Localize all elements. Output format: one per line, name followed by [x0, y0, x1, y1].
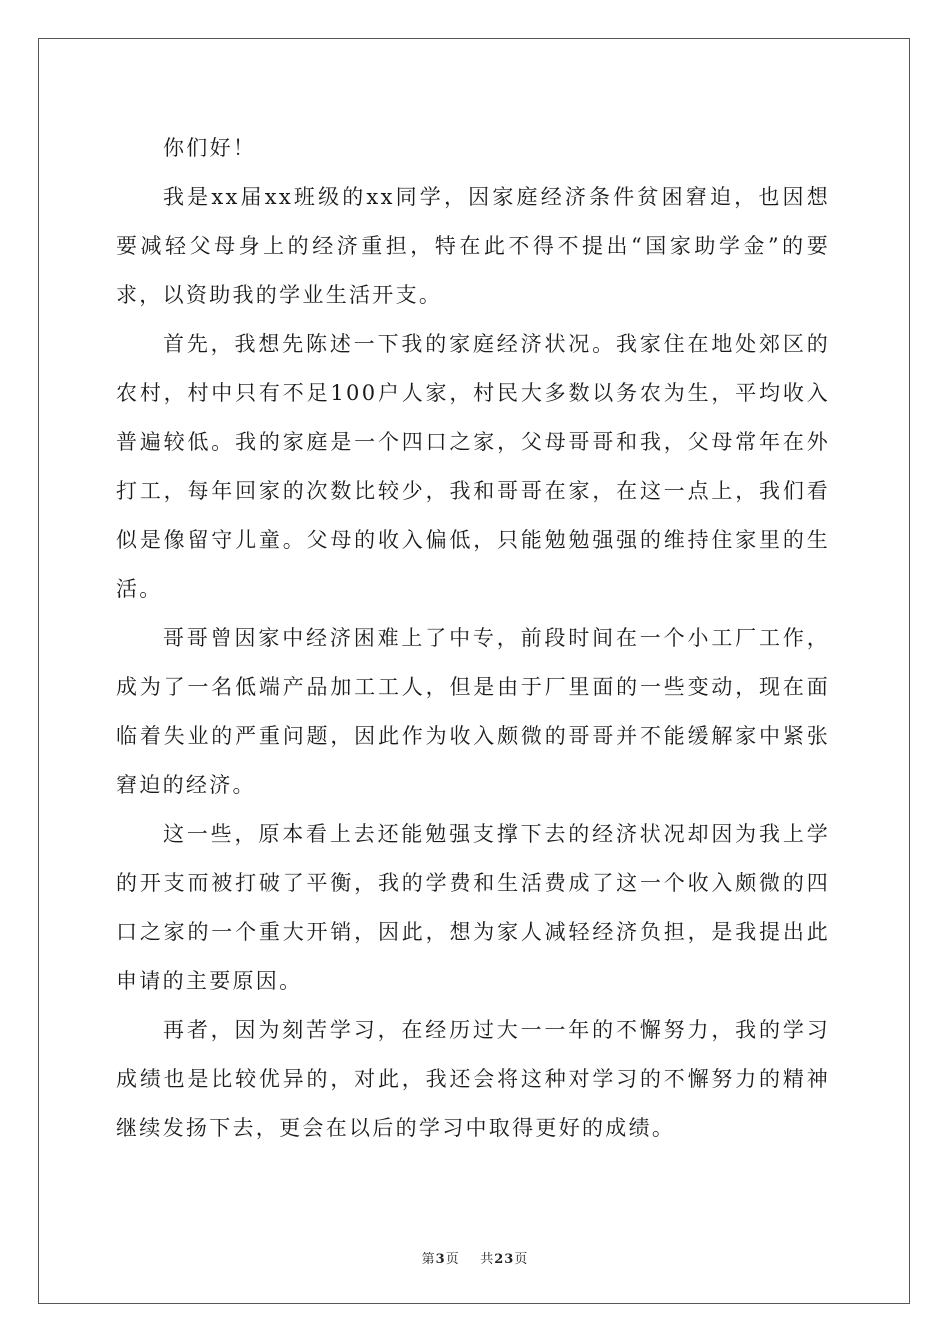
paragraph-greeting: 你们好！ — [163, 136, 257, 160]
total-prefix: 共 — [480, 1252, 495, 1267]
page-prefix: 第 — [421, 1252, 436, 1267]
total-pages: 23 — [494, 1252, 515, 1267]
paragraph-brother: 哥哥曾因家中经济困难上了中专，前段时间在一个小工厂工作，成为了一名低端产品加工工人，但是由于厂里面的一些变动，现在面临着失业的严重问题，因此作为收入颇微的哥哥并不能缓解家中紧张窘迫的经济。 — [116, 626, 830, 797]
document-body — [116, 124, 830, 1153]
paragraph-introduction: 我是xx届xx班级的xx同学，因家庭经济条件贫困窘迫，也因想要减轻父母身上的经济重担，特在此不得不提出“国家助学金”的要求，以资助我的学业生活开支。 — [116, 185, 830, 307]
paragraph-main-reason: 这一些，原本看上去还能勉强支撑下去的经济状况却因为我上学的开支而被打破了平衡，我的学费和生活费成了这一个收入颇微的四口之家的一个重大开销，因此，想为家人减轻经济负担，是我提出此申请的主要原因。 — [116, 822, 830, 993]
page-footer — [0, 1248, 950, 1267]
total-suffix: 页 — [514, 1252, 529, 1267]
paragraph-family-situation: 首先，我想先陈述一下我的家庭经济状况。我家住在地处郊区的农村，村中只有不足100户人家，村民大多数以务农为生，平均收入普遍较低。我的家庭是一个四口之家，父母哥哥和我，父母常年在外打工，每年回家的次数比较少，我和哥哥在家，在这一点上，我们看似是像留守儿童。父母的收入偏低，只能勉勉强强的维持住家里的生活。 — [116, 332, 830, 601]
page-suffix: 页 — [445, 1252, 460, 1267]
paragraph-study-commitment: 再者，因为刻苦学习，在经历过大一一年的不懈努力，我的学习成绩也是比较优异的，对此，我还会将这种对学习的不懈努力的精神继续发扬下去，更会在以后的学习中取得更好的成绩。 — [116, 1018, 830, 1140]
page-number: 3 — [435, 1252, 446, 1267]
